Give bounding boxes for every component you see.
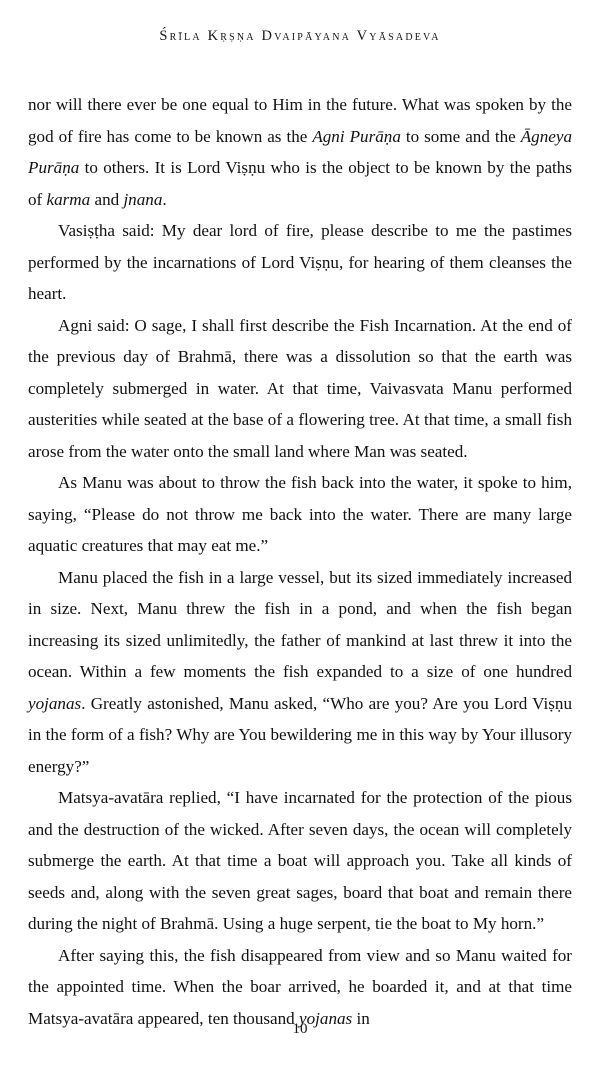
paragraph [28,782,572,940]
italic-term: Agni Purāṇa [312,126,401,146]
italic-term: karma [46,189,91,209]
text-run: in [352,1008,370,1028]
text-run: . Greatly astonished, Manu asked, “Who are you? Are you Lord Viṣṇu in the form of a fish? Why are You bewildering me in this way by Your illusory energy?” [28,693,572,776]
text-run: Agni said: O sage, I shall first describe the Fish Incarnation. At the end of the previous day of Brahmā, there was a dissolution so that the earth was completely submerged in water. At that time, Vaivasvata Manu performed austerities while seated at the base of a flowering tree. At that time, a small fish arose from the water onto the small land where Man was seated. [28,315,572,461]
text-run: As Manu was about to throw the fish back into the water, it spoke to him, saying, “Please do not throw me back into the water. There are many large aquatic creatures that may eat me.” [28,473,572,555]
text-run: nor will there ever be one equal to Him in the future. What was spoken by the god of fire has come to be known as the [28,95,572,146]
text-run: Manu placed the fish in a large vessel, but its sized immediately increased in size. Next, Manu threw the fish in a pond, and when the fish began increasing its sized unlimitedly, the father of mankind at last threw it into the ocean. Within a few moments the fish expanded to a size of one hundred [28,567,572,681]
page-number: 10 [292,1021,308,1037]
text-run: After saying this, the fish disappeared from view and so Manu waited for the appointed time. When the boar arrived, he boarded it, and at that time Matsya-avatāra appeared, ten thousand [28,945,572,1028]
paragraph [28,215,572,310]
text-run: to some and the [400,126,521,146]
body-text [0,45,600,1034]
paragraph [28,89,572,215]
paragraph [28,940,572,1035]
text-run: Matsya-avatāra replied, “I have incarnated for the protection of the pious and the destruction of the wicked. After seven days, the ocean will completely submerge the earth. At that time a boat will approach you. Take all kinds of seeds and, along with the seven great sages, board that boat and remain there during the night of Brahmā. Using a huge serpent, tie the boat to My horn.” [28,788,572,933]
paragraph [28,562,572,783]
paragraph [28,310,572,468]
italic-term: yojanas [299,1008,353,1028]
text-run: to others. It is Lord Viṣṇu who is the object to be known by the paths of [28,158,572,209]
italic-term: Āgneya Purāṇa [28,126,572,177]
italic-term: yojanas [28,693,82,713]
italic-term: jnana [123,189,163,209]
text-run: . [162,189,167,209]
running-head: Śrīla Kṛṣṇa Dvaipāyana Vyāsadeva [159,28,441,44]
text-run: Vasiṣṭha said: My dear lord of fire, please describe to me the pastimes performed by the incarnations of Lord Viṣṇu, for hearing of them cleanses the heart. [28,221,572,303]
paragraph [28,467,572,562]
text-run: and [90,189,124,209]
